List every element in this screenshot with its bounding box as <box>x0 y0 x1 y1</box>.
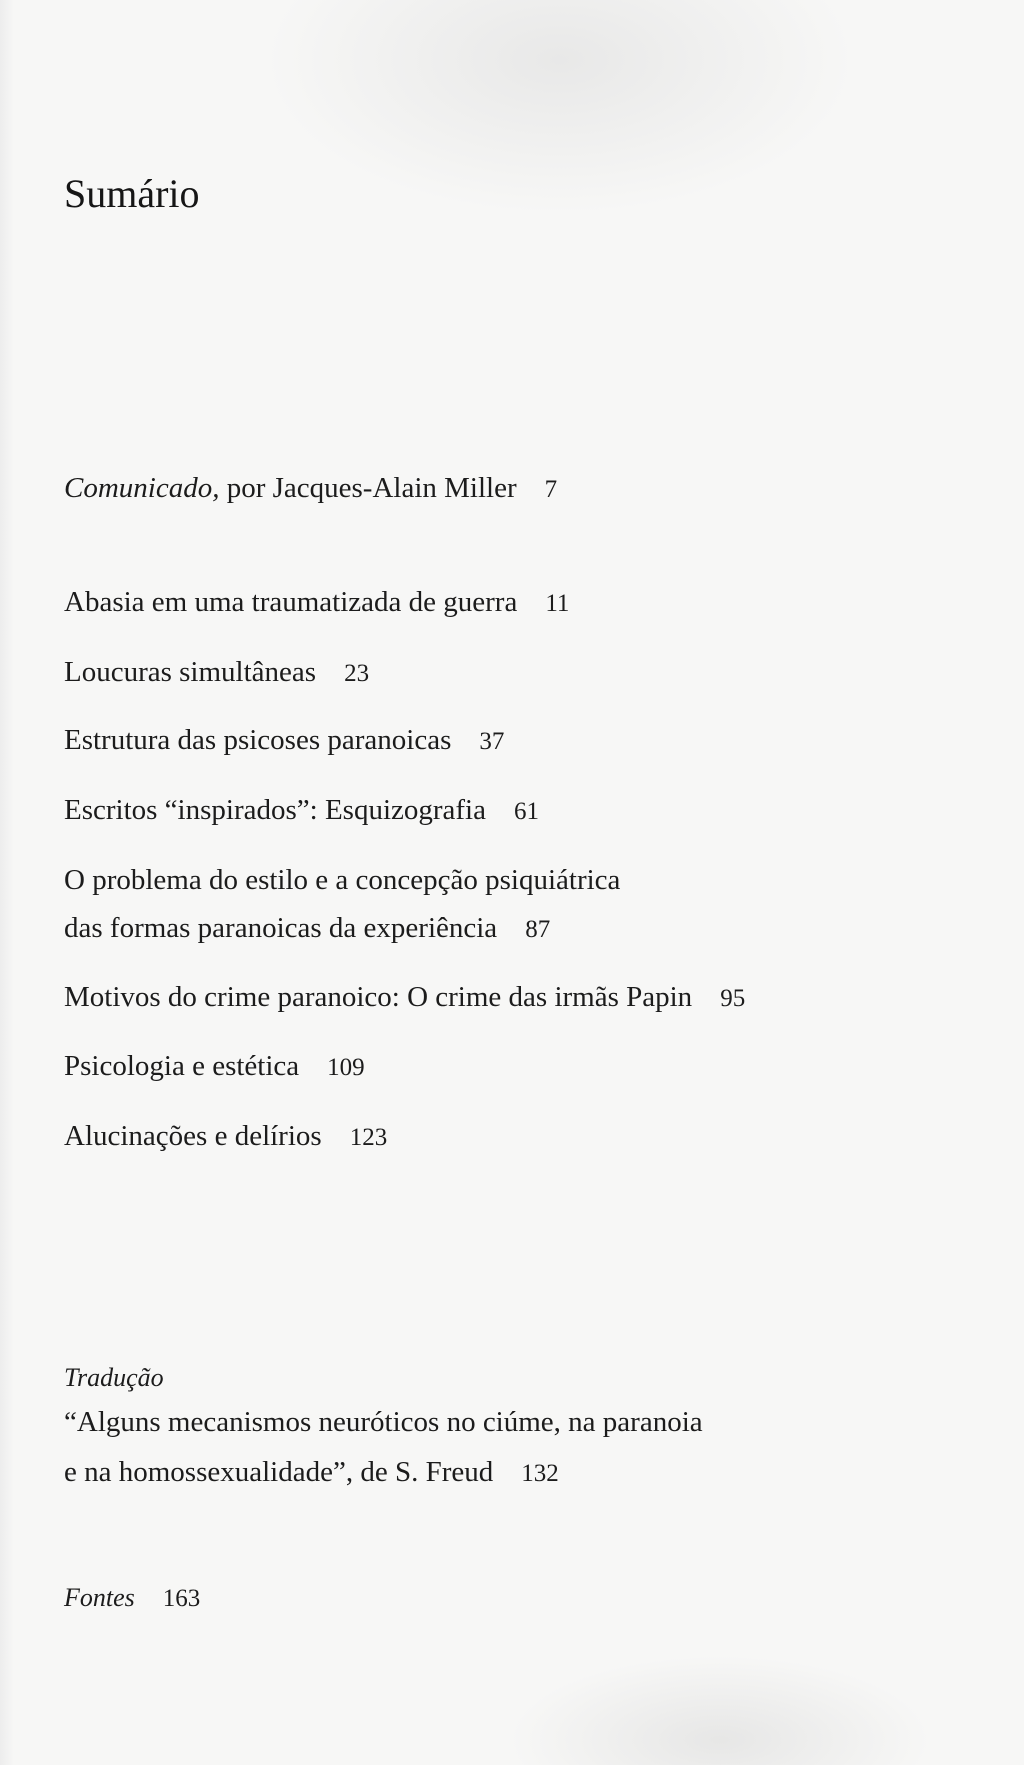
toc-entry-text: por Jacques-Alain Miller <box>219 472 517 504</box>
toc-entry-text: e na homossexualidade”, de S. Freud <box>64 1456 494 1488</box>
toc-page-number: 123 <box>349 1124 388 1151</box>
toc-entry <box>64 784 539 838</box>
toc-page-number: 23 <box>344 660 370 687</box>
toc-page-number: 87 <box>525 916 551 943</box>
toc-entry <box>64 971 745 1025</box>
sources-label: Fontes <box>64 1583 135 1612</box>
toc-entry-continuation <box>64 902 550 956</box>
toc-entry <box>64 1110 387 1164</box>
toc-entry <box>64 714 504 768</box>
toc-entry-sources <box>64 1572 200 1625</box>
toc-entry-text: “Alguns mecanismos neuróticos no ciúme, na paranoia <box>64 1406 703 1438</box>
toc-entry-text: Escritos “inspirados”: Esquizografia <box>64 794 486 826</box>
toc-entry-text: das formas paranoicas da experiência <box>64 912 498 944</box>
toc-page-number: 11 <box>545 590 570 617</box>
toc-page-number: 61 <box>514 798 539 825</box>
toc-page-number: 132 <box>521 1460 559 1487</box>
toc-entry-continuation <box>64 1446 559 1500</box>
toc-entry-italic-title: Comunicado, <box>64 472 220 504</box>
toc-entry <box>64 576 569 630</box>
translation-label: Tradução <box>64 1363 164 1392</box>
toc-page-number: 37 <box>479 728 505 755</box>
toc-page-number: 163 <box>162 1585 201 1612</box>
toc-entry-translation <box>64 1396 703 1448</box>
toc-entry <box>64 646 369 700</box>
toc-page-number: 95 <box>720 985 746 1012</box>
toc-entry-text: Motivos do crime paranoico: O crime das irmãs Papin <box>64 981 693 1013</box>
toc-entry <box>64 1040 365 1094</box>
toc-entry <box>64 854 620 906</box>
toc-page-number: 7 <box>544 476 558 503</box>
toc-page-number: 109 <box>327 1054 365 1081</box>
toc-entry-intro <box>64 462 557 516</box>
toc-entry-text: Psicologia e estética <box>64 1050 300 1082</box>
toc-entry-text: Abasia em uma traumatizada de guerra <box>64 586 518 618</box>
toc-entry-text: Alucinações e delírios <box>64 1120 322 1152</box>
toc-entry-text: O problema do estilo e a concepção psiquiátrica <box>64 864 621 896</box>
page-title: Sumário <box>64 171 200 216</box>
toc-entry-text: Loucuras simultâneas <box>64 656 317 688</box>
toc-entry-text: Estrutura das psicoses paranoicas <box>64 724 452 756</box>
